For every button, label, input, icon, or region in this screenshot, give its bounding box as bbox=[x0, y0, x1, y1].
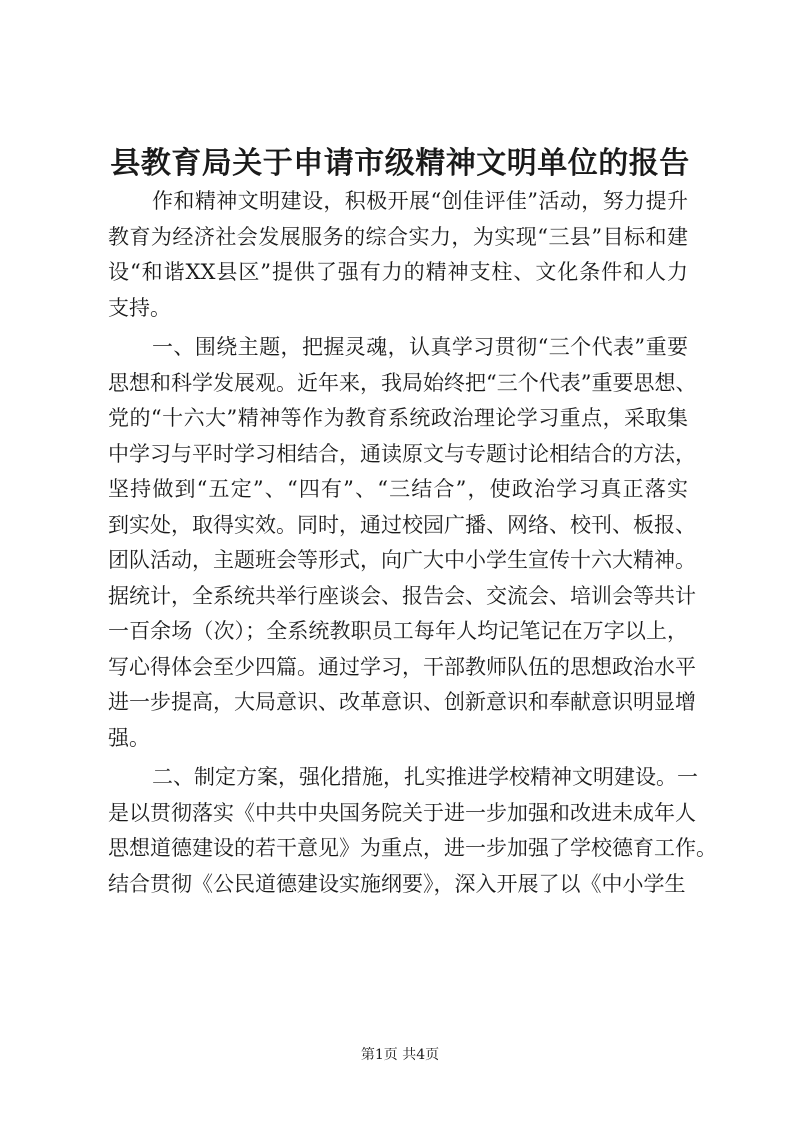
paragraph-line: 写心得体会至少四篇。通过学习，干部教师队伍的思想政治水平 bbox=[108, 654, 696, 679]
page-footer: 第1页 共4页 bbox=[360, 1047, 440, 1063]
paragraph-line: 思想和科学发展观。近年来，我局始终把“三个代表”重要思想、 bbox=[108, 370, 697, 395]
paragraph-line: 一百余场（次）；全系统教职员工每年人均记笔记在万字以上， bbox=[108, 619, 688, 643]
paragraph-line: 一、围绕主题，把握灵魂，认真学习贯彻“三个代表”重要 bbox=[152, 335, 688, 359]
paragraph-line: 作和精神文明建设，积极开展“创佳评佳”活动，努力提升 bbox=[152, 189, 688, 213]
paragraph-line: 据统计，全系统共举行座谈会、报告会、交流会、培训会等共计 bbox=[108, 583, 696, 608]
paragraph-line: 团队活动，主题班会等形式，向广大中小学生宣传十六大精神。 bbox=[108, 548, 696, 572]
paragraph-line: 是以贯彻落实《中共中央国务院关于进一步加强和改进未成年人 bbox=[108, 800, 696, 825]
paragraph-line: 结合贯彻《公民道德建设实施纲要》，深入开展了以《中小学生 bbox=[108, 871, 686, 896]
paragraph-line: 二、制定方案，强化措施，扎实推进学校精神文明建设。一 bbox=[152, 765, 698, 789]
paragraph-line: 强。 bbox=[108, 725, 150, 750]
paragraph bbox=[108, 184, 688, 326]
paragraph-line: 支持。 bbox=[108, 295, 171, 320]
paragraph-line: 思想道德建设的若干意见》为重点，进一步加强了学校德育工作。 bbox=[108, 836, 717, 860]
paragraph-line: 设“和谐XX县区”提供了强有力的精神支柱、文化条件和人力 bbox=[108, 260, 688, 284]
document-title: 县教育局关于申请市级精神文明单位的报告 bbox=[110, 146, 690, 181]
paragraph-line: 党的“十六大”精神等作为教育系统政治理论学习重点，采取集 bbox=[108, 406, 688, 430]
paragraph-line: 到实处，取得实效。同时，通过校园广播、网络、校刊、板报、 bbox=[108, 512, 696, 537]
paragraph-line: 坚持做到“五定”、“四有”、“三结合”，使政治学习真正落实 bbox=[108, 477, 688, 501]
paragraph bbox=[108, 330, 697, 756]
paragraph-line: 进一步提高，大局意识、改革意识、创新意识和奉献意识明显增 bbox=[108, 690, 696, 714]
paragraph-line: 教育为经济社会发展服务的综合实力，为实现“三县”目标和建 bbox=[108, 224, 688, 249]
document-body bbox=[108, 184, 717, 902]
paragraph bbox=[108, 760, 717, 902]
paragraph-line: 中学习与平时学习相结合，通读原文与专题讨论相结合的方法， bbox=[108, 441, 696, 466]
